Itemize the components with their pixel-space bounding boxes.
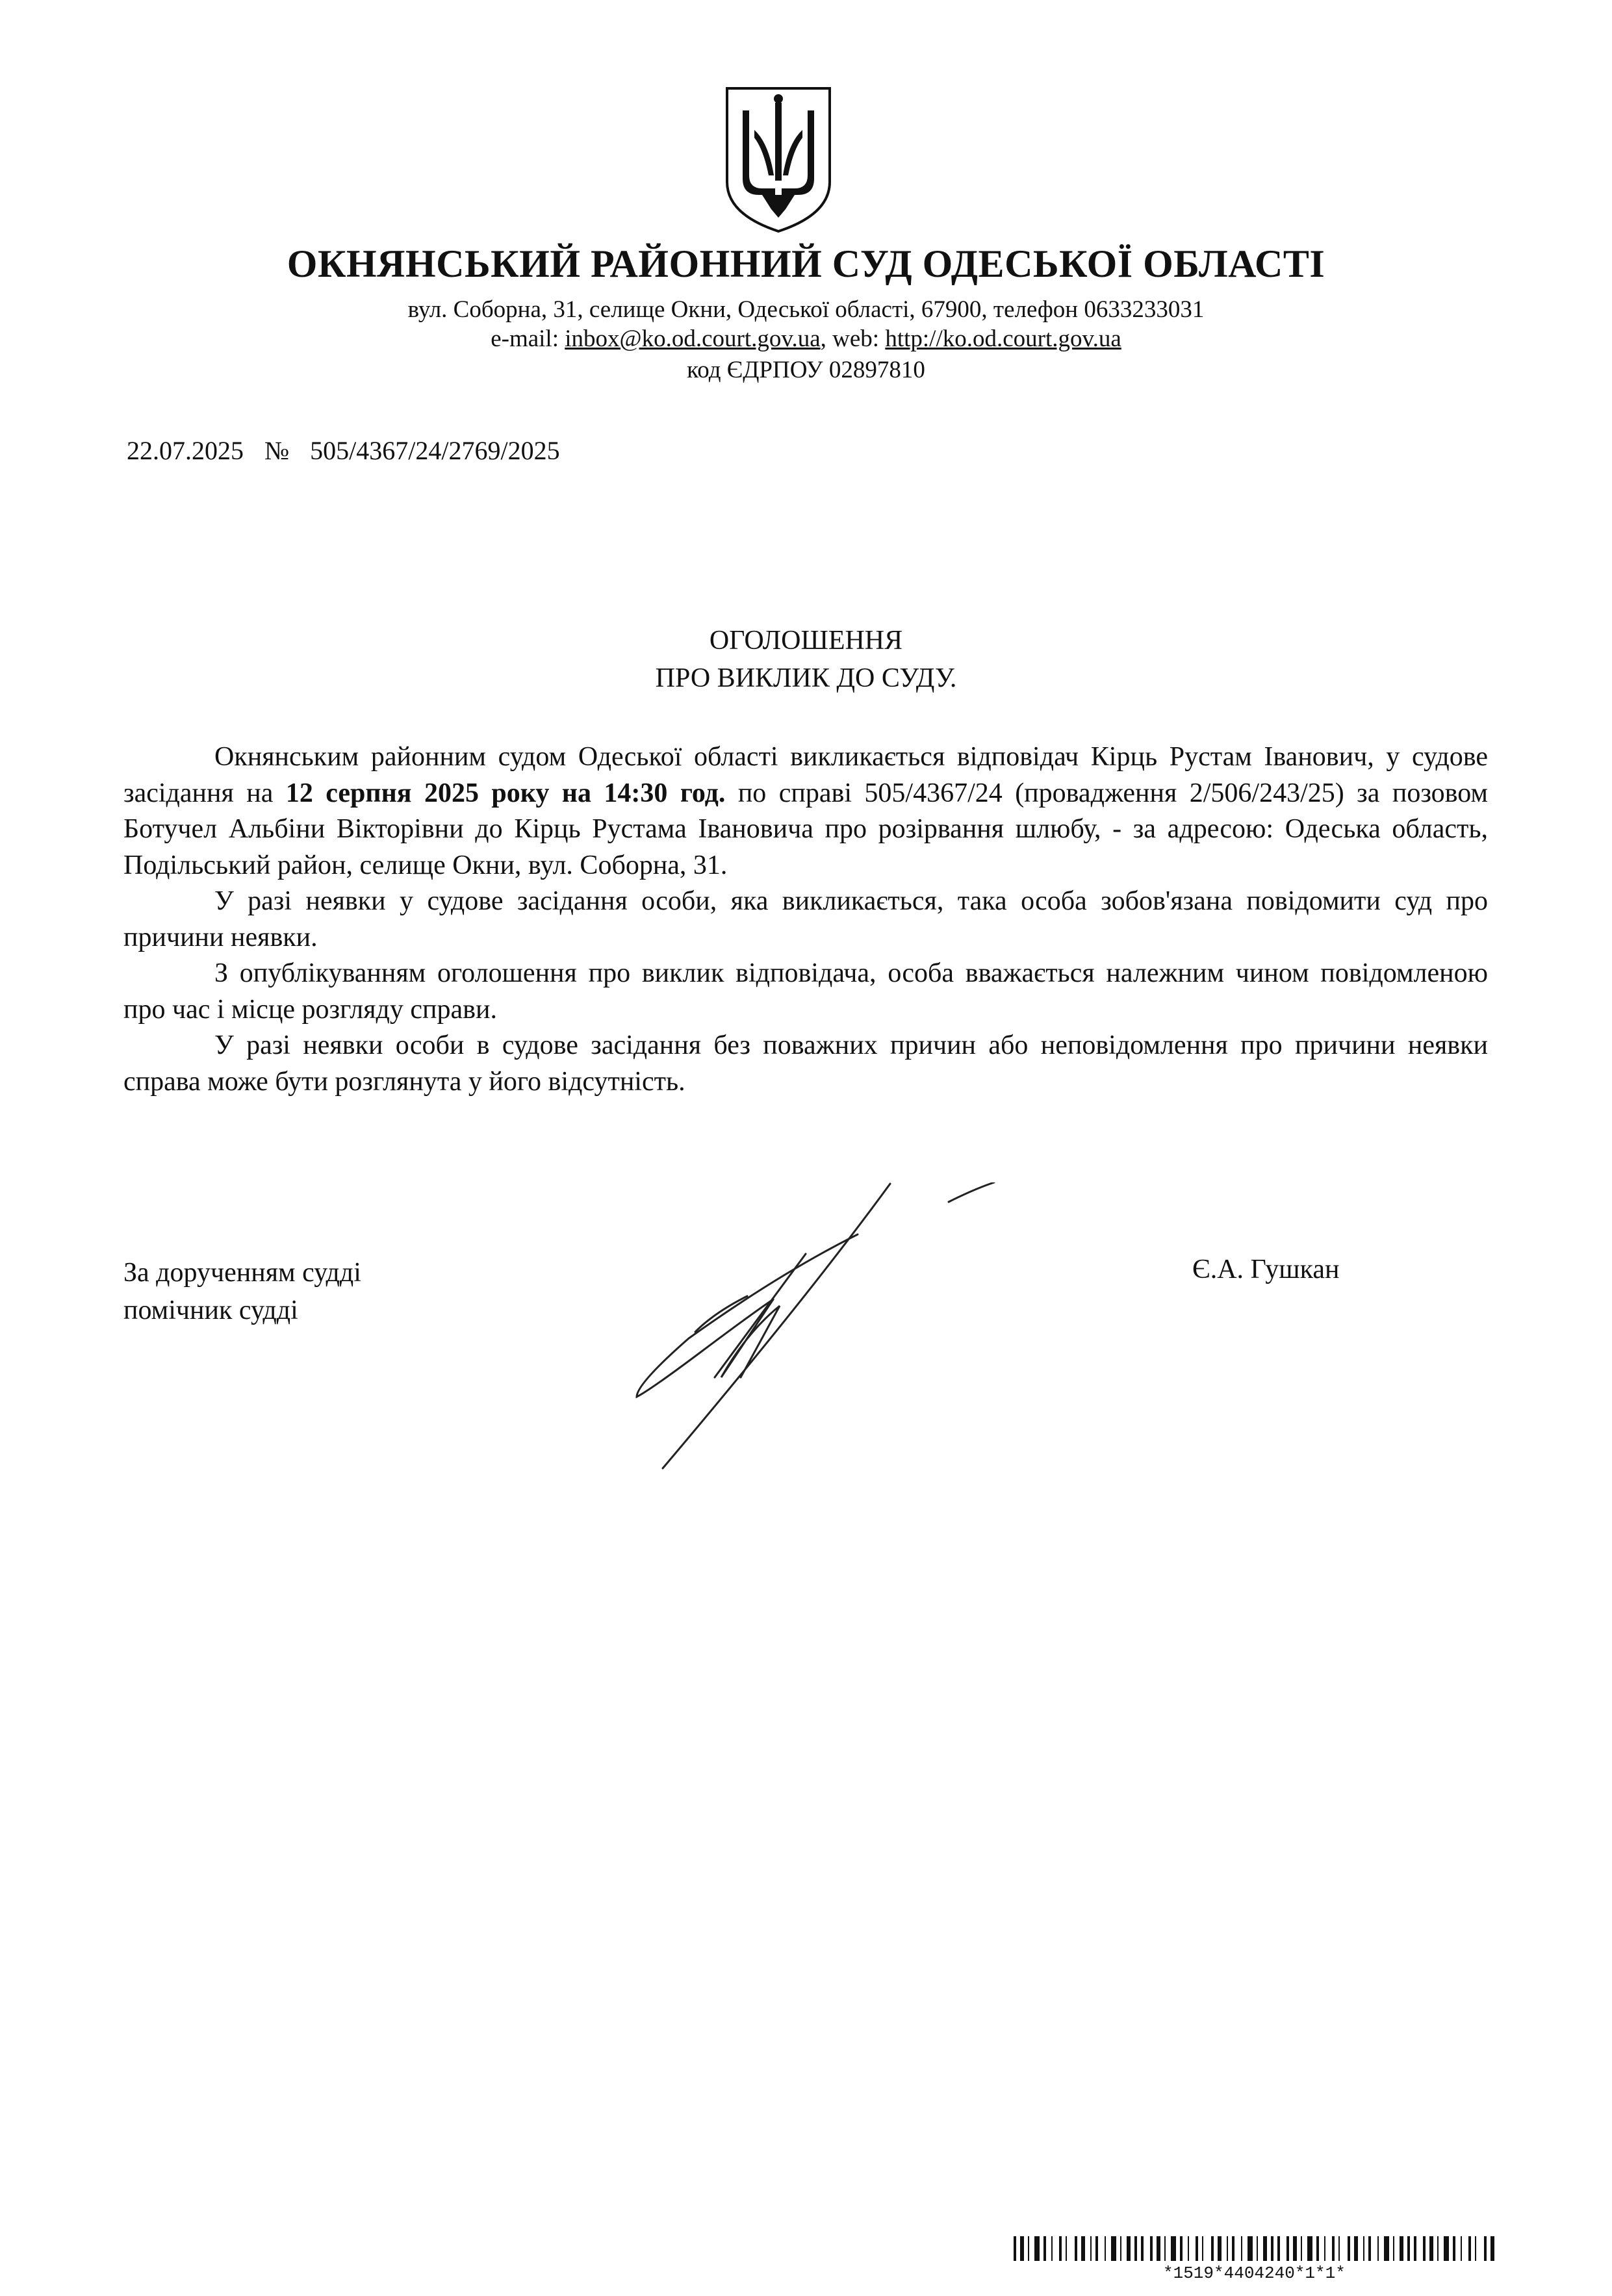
number-sign: № xyxy=(264,436,290,465)
paragraph-text: по справі 505/4367/24 (провадження 2/506/243/25) за позовом Ботучел Альбіни Вікторівни до Кірць Рустама Івановича про розірвання шлюбу, - за адресою: Одеська область, Подільський район, селище Окни, вул. Соборна, 31. xyxy=(123,778,1488,880)
document-date: 22.07.2025 xyxy=(127,436,244,465)
paragraph-publication: З опублікуванням оголошення про виклик відповідача, особа вважається належним чином повідомленою про час і місце розгляду справи. xyxy=(123,958,1488,1025)
signatory-line-2: помічник судді xyxy=(123,1295,298,1325)
paragraph-consequences: У разі неявки особи в судове засідання без поважних причин або неповідомлення про причини неявки справа може бути розглянута у його відсутність. xyxy=(123,1030,1488,1097)
barcode-text: *1519*4404240*1*1* xyxy=(1163,2264,1346,2283)
signatory-position xyxy=(123,1254,361,1329)
handwritten-signature xyxy=(611,1182,1040,1481)
web-link[interactable]: http://ko.od.court.gov.ua xyxy=(885,325,1121,352)
email-label: e-mail: xyxy=(491,325,565,352)
notice-title: ОГОЛОШЕННЯ xyxy=(709,626,903,656)
web-label: , web: xyxy=(820,325,886,352)
notice-body xyxy=(123,739,1488,1100)
court-contacts xyxy=(0,325,1612,353)
document-reference xyxy=(127,435,560,466)
paragraph-absence-notice: У разі неявки у судове засідання особи, яка викликається, така особа зобов'язана повідомити суд про причини неявки. xyxy=(123,886,1488,952)
notice-subtitle: ПРО ВИКЛИК ДО СУДУ. xyxy=(655,663,957,693)
edrpou-code: код ЄДРПОУ 02897810 xyxy=(687,357,925,383)
email-link[interactable]: inbox@ko.od.court.gov.ua xyxy=(565,325,821,352)
hearing-datetime: 12 серпня 2025 року на 14:30 год. xyxy=(285,778,726,808)
signatory-line-1: За дорученням судді xyxy=(123,1258,361,1288)
paragraph-summons xyxy=(123,739,1488,884)
barcode-icon xyxy=(1014,2236,1494,2261)
court-address: вул. Соборна, 31, селище Окни, Одеської області, 67900, телефон 0633233031 xyxy=(407,296,1205,323)
signatory-name: Є.А. Гушкан xyxy=(1192,1255,1340,1284)
trident-coat-of-arms-icon xyxy=(723,84,834,235)
court-name: ОКНЯНСЬКИЙ РАЙОННИЙ СУД ОДЕСЬКОЇ ОБЛАСТІ xyxy=(287,242,1325,285)
document-number: 505/4367/24/2769/2025 xyxy=(310,436,560,465)
paragraph-text: Окнянським районним судом Одеської області викликається відповідач Кірць Рустам Іванович, у судове засідання на xyxy=(123,742,1488,808)
